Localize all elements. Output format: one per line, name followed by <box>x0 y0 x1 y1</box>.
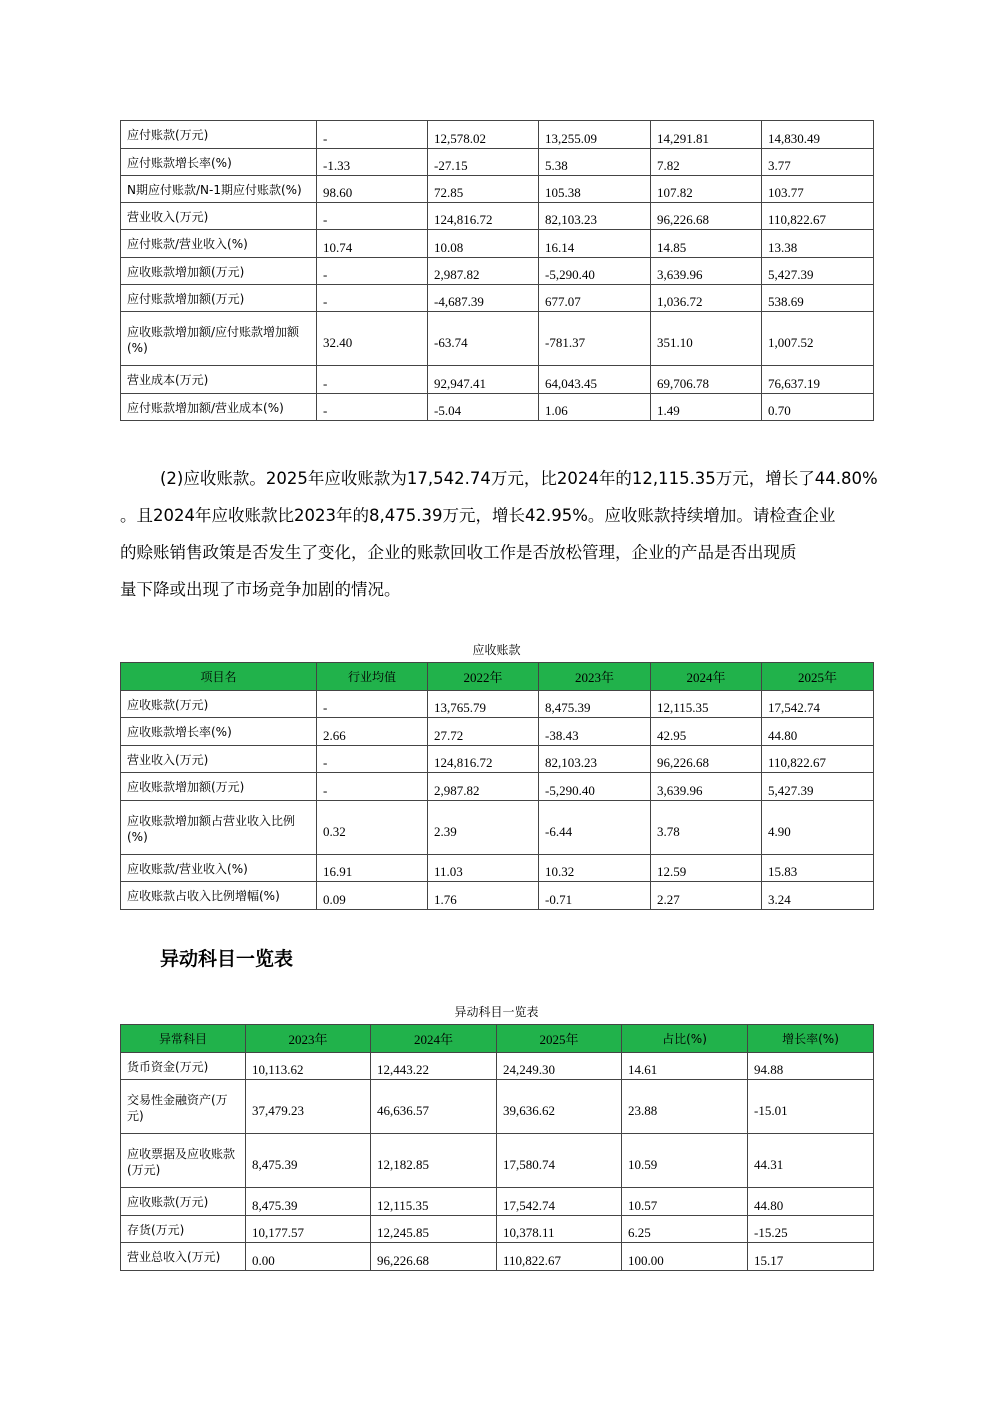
table-cell: 96,226.68 <box>651 203 762 230</box>
row-label: 应收账款(万元) <box>121 691 317 718</box>
table-cell: 1,036.72 <box>651 285 762 312</box>
table-cell: - <box>317 394 428 421</box>
table-cell: 10.59 <box>622 1134 748 1188</box>
table-cell: 0.00 <box>246 1243 371 1271</box>
table-cell: 17,542.74 <box>762 691 874 718</box>
table-cell: 14.61 <box>622 1053 748 1080</box>
table-row <box>121 1243 874 1271</box>
table-row <box>121 855 874 882</box>
table-cell: -4,687.39 <box>428 285 539 312</box>
table-row <box>121 312 874 366</box>
table-cell: 12,245.85 <box>371 1216 497 1243</box>
column-header: 2022年 <box>428 663 539 691</box>
table-cell: 76,637.19 <box>762 366 874 394</box>
table-cell: 64,043.45 <box>539 366 651 394</box>
table-cell: -38.43 <box>539 718 651 746</box>
table-row <box>121 801 874 855</box>
table-cell: 1.76 <box>428 882 539 910</box>
table-cell: 1.49 <box>651 394 762 421</box>
abnormal-items-table-caption: 异动科目一览表 <box>454 1005 539 1019</box>
table-cell: 2,987.82 <box>428 258 539 285</box>
table-cell: 42.95 <box>651 718 762 746</box>
table-cell: 10.32 <box>539 855 651 882</box>
row-label: N期应付账款/N-1期应付账款(%) <box>121 176 317 203</box>
table-cell: 15.83 <box>762 855 874 882</box>
table-cell: - <box>317 285 428 312</box>
column-header: 2023年 <box>539 663 651 691</box>
paragraph-line-1: (2)应收账款。2025年应收账款为17,542.74万元，比2024年的12,115.35万元，增长了44.80% <box>160 469 878 488</box>
table-cell: 6.25 <box>622 1216 748 1243</box>
table-cell: 14,830.49 <box>762 121 874 149</box>
table-cell: 3.24 <box>762 882 874 910</box>
table-row <box>121 773 874 801</box>
paragraph-line-4: 量下降或出现了市场竞争加剧的情况。 <box>120 580 401 599</box>
table-cell: 10.74 <box>317 230 428 258</box>
table-row <box>121 149 874 176</box>
table-cell: 98.60 <box>317 176 428 203</box>
table-row <box>121 746 874 773</box>
table-row <box>121 230 874 258</box>
table-cell: 110,822.67 <box>762 203 874 230</box>
table-cell: -6.44 <box>539 801 651 855</box>
row-label: 交易性金融资产(万元) <box>121 1080 246 1134</box>
table-cell: 2.27 <box>651 882 762 910</box>
table-cell: 96,226.68 <box>651 746 762 773</box>
table-row <box>121 203 874 230</box>
column-header: 异常科目 <box>121 1025 246 1053</box>
row-label: 营业收入(万元) <box>121 203 317 230</box>
column-header: 增长率(%) <box>748 1025 874 1053</box>
table-row <box>121 691 874 718</box>
table-cell: 5,427.39 <box>762 773 874 801</box>
table-cell: 16.14 <box>539 230 651 258</box>
table-cell: 12.59 <box>651 855 762 882</box>
table-cell: 96,226.68 <box>371 1243 497 1271</box>
table-cell: 12,115.35 <box>651 691 762 718</box>
table-cell: -15.01 <box>748 1080 874 1134</box>
table-row <box>121 1080 874 1134</box>
table-cell: 10.08 <box>428 230 539 258</box>
table-header-row <box>121 1025 874 1053</box>
table-cell: 5.38 <box>539 149 651 176</box>
table-cell: 1.06 <box>539 394 651 421</box>
table-cell: 4.90 <box>762 801 874 855</box>
table-cell: 0.09 <box>317 882 428 910</box>
receivables-table-caption: 应收账款 <box>472 643 521 657</box>
table-cell: 14.85 <box>651 230 762 258</box>
table-cell: 24,249.30 <box>497 1053 622 1080</box>
table-cell: 3,639.96 <box>651 258 762 285</box>
table-cell: 15.17 <box>748 1243 874 1271</box>
table-cell: 17,580.74 <box>497 1134 622 1188</box>
table-cell: 5,427.39 <box>762 258 874 285</box>
table-cell: - <box>317 746 428 773</box>
column-header: 2025年 <box>497 1025 622 1053</box>
table-row <box>121 882 874 910</box>
table-cell: 2,987.82 <box>428 773 539 801</box>
table-cell: 0.70 <box>762 394 874 421</box>
table-cell: 538.69 <box>762 285 874 312</box>
column-header: 2024年 <box>651 663 762 691</box>
table-cell: - <box>317 203 428 230</box>
paragraph-line-3: 的赊账销售政策是否发生了变化，企业的账款回收工作是否放松管理，企业的产品是否出现质 <box>120 543 797 562</box>
row-label: 营业总收入(万元) <box>121 1243 246 1271</box>
table-cell: 16.91 <box>317 855 428 882</box>
table-cell: 14,291.81 <box>651 121 762 149</box>
table-cell: 46,636.57 <box>371 1080 497 1134</box>
table-row <box>121 366 874 394</box>
table-cell: 69,706.78 <box>651 366 762 394</box>
table-cell: 2.66 <box>317 718 428 746</box>
column-header: 项目名 <box>121 663 317 691</box>
row-label: 应收账款增加额占营业收入比例(%) <box>121 801 317 855</box>
table-cell: 107.82 <box>651 176 762 203</box>
column-header: 2025年 <box>762 663 874 691</box>
table-row <box>121 718 874 746</box>
table-cell: 82,103.23 <box>539 203 651 230</box>
table-row <box>121 121 874 149</box>
table-cell: 8,475.39 <box>539 691 651 718</box>
row-label: 应收账款(万元) <box>121 1188 246 1216</box>
section-heading: 异动科目一览表 <box>160 948 294 970</box>
table-cell: 23.88 <box>622 1080 748 1134</box>
column-header: 2023年 <box>246 1025 371 1053</box>
column-header: 2024年 <box>371 1025 497 1053</box>
table-cell: 13,255.09 <box>539 121 651 149</box>
table-cell: - <box>317 258 428 285</box>
row-label: 货币资金(万元) <box>121 1053 246 1080</box>
table-cell: 10,177.57 <box>246 1216 371 1243</box>
table-row <box>121 1216 874 1243</box>
table-cell: 12,182.85 <box>371 1134 497 1188</box>
row-label: 存货(万元) <box>121 1216 246 1243</box>
table-cell: 0.32 <box>317 801 428 855</box>
table-cell: 94.88 <box>748 1053 874 1080</box>
table-cell: 72.85 <box>428 176 539 203</box>
table-cell: 82,103.23 <box>539 746 651 773</box>
table-row <box>121 1188 874 1216</box>
table-cell: 44.80 <box>762 718 874 746</box>
row-label: 应收账款占收入比例增幅(%) <box>121 882 317 910</box>
table-cell: - <box>317 773 428 801</box>
table-cell: 11.03 <box>428 855 539 882</box>
table-cell: -0.71 <box>539 882 651 910</box>
table-cell: 27.72 <box>428 718 539 746</box>
row-label: 应付账款增加额/营业成本(%) <box>121 394 317 421</box>
table-cell: -27.15 <box>428 149 539 176</box>
table-cell: 100.00 <box>622 1243 748 1271</box>
row-label: 应收账款/营业收入(%) <box>121 855 317 882</box>
table-cell: 3,639.96 <box>651 773 762 801</box>
table-cell: -781.37 <box>539 312 651 366</box>
row-label: 应付账款/营业收入(%) <box>121 230 317 258</box>
table-cell: 8,475.39 <box>246 1134 371 1188</box>
row-label: 营业成本(万元) <box>121 366 317 394</box>
table-cell: 37,479.23 <box>246 1080 371 1134</box>
table-cell: 10.57 <box>622 1188 748 1216</box>
table-cell: 12,443.22 <box>371 1053 497 1080</box>
table-cell: 124,816.72 <box>428 746 539 773</box>
row-label: 应付账款增长率(%) <box>121 149 317 176</box>
table-cell: 17,542.74 <box>497 1188 622 1216</box>
table-row <box>121 1053 874 1080</box>
table-cell: - <box>317 121 428 149</box>
table-cell: 92,947.41 <box>428 366 539 394</box>
row-label: 应收账款增加额/应付账款增加额(%) <box>121 312 317 366</box>
table-cell: - <box>317 366 428 394</box>
table-cell: -5,290.40 <box>539 773 651 801</box>
table-cell: 39,636.62 <box>497 1080 622 1134</box>
table-cell: 7.82 <box>651 149 762 176</box>
column-header: 行业均值 <box>317 663 428 691</box>
abnormal-items-table <box>120 1024 874 1271</box>
row-label: 应收票据及应收账款(万元) <box>121 1134 246 1188</box>
table-cell: -5,290.40 <box>539 258 651 285</box>
table-cell: 1,007.52 <box>762 312 874 366</box>
row-label: 应收账款增长率(%) <box>121 718 317 746</box>
table-cell: 2.39 <box>428 801 539 855</box>
table-cell: 3.77 <box>762 149 874 176</box>
table-cell: 105.38 <box>539 176 651 203</box>
row-label: 营业收入(万元) <box>121 746 317 773</box>
row-label: 应付账款增加额(万元) <box>121 285 317 312</box>
table-cell: 44.80 <box>748 1188 874 1216</box>
row-label: 应收账款增加额(万元) <box>121 773 317 801</box>
table-cell: 124,816.72 <box>428 203 539 230</box>
table-cell: 103.77 <box>762 176 874 203</box>
table-cell: 44.31 <box>748 1134 874 1188</box>
table-cell: 677.07 <box>539 285 651 312</box>
payables-table <box>120 120 874 421</box>
column-header: 占比(%) <box>622 1025 748 1053</box>
table-cell: 10,113.62 <box>246 1053 371 1080</box>
table-cell: 13.38 <box>762 230 874 258</box>
table-cell: -1.33 <box>317 149 428 176</box>
table-cell: 10,378.11 <box>497 1216 622 1243</box>
table-cell: 12,115.35 <box>371 1188 497 1216</box>
table-cell: - <box>317 691 428 718</box>
table-cell: 8,475.39 <box>246 1188 371 1216</box>
table-row <box>121 1134 874 1188</box>
table-row <box>121 394 874 421</box>
table-cell: 110,822.67 <box>497 1243 622 1271</box>
row-label: 应收账款增加额(万元) <box>121 258 317 285</box>
receivables-table <box>120 662 874 910</box>
row-label: 应付账款(万元) <box>121 121 317 149</box>
table-cell: -5.04 <box>428 394 539 421</box>
table-header-row <box>121 663 874 691</box>
table-cell: 12,578.02 <box>428 121 539 149</box>
receivables-analysis-paragraph <box>120 460 880 608</box>
table-cell: 3.78 <box>651 801 762 855</box>
table-cell: 110,822.67 <box>762 746 874 773</box>
table-cell: -63.74 <box>428 312 539 366</box>
table-cell: 13,765.79 <box>428 691 539 718</box>
table-row <box>121 285 874 312</box>
paragraph-line-2: 。且2024年应收账款比2023年的8,475.39万元，增长42.95%。应收账款持续增加。请检查企业 <box>120 506 836 525</box>
table-cell: 32.40 <box>317 312 428 366</box>
table-cell: -15.25 <box>748 1216 874 1243</box>
table-row <box>121 176 874 203</box>
table-cell: 351.10 <box>651 312 762 366</box>
table-row <box>121 258 874 285</box>
